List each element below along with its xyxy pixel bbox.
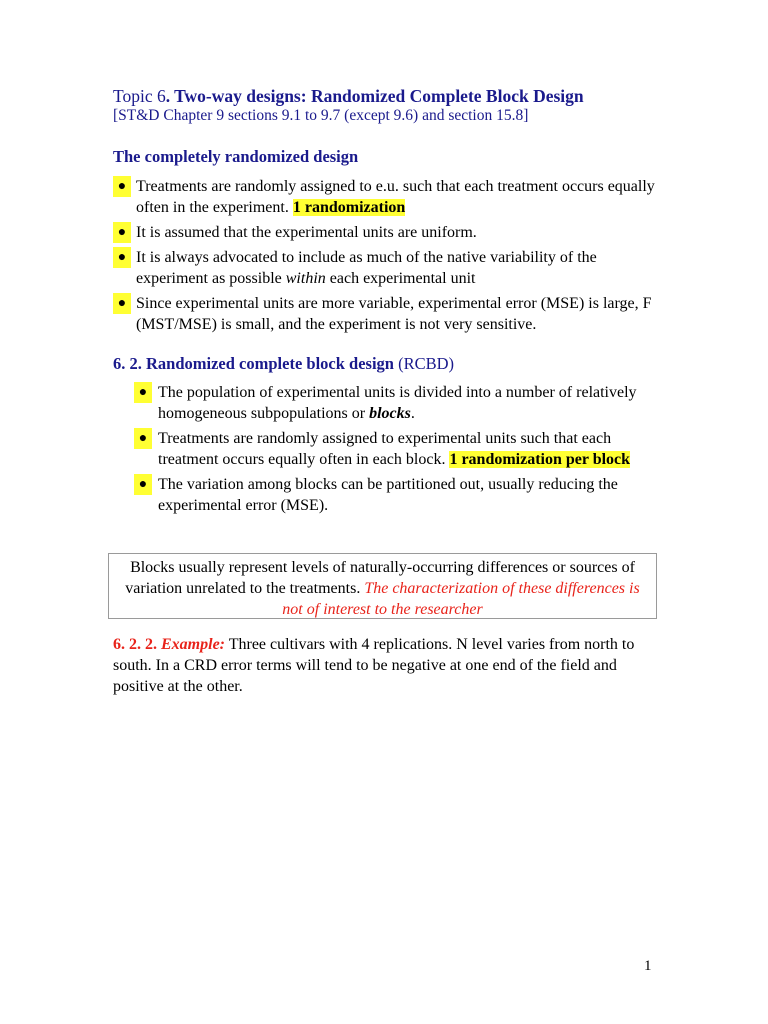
- bullet-icon: ●: [134, 474, 152, 495]
- callout-box: [108, 553, 657, 619]
- bullet-text: [113, 247, 658, 289]
- example-label: Example:: [161, 636, 225, 653]
- bullet-text-part: each experimental unit: [325, 270, 476, 287]
- bullet-text-part: Treatments are randomly assigned to e.u. such that each treatment occurs equally often in the experiment.: [136, 178, 655, 216]
- bold-italic-text: blocks: [369, 405, 411, 422]
- example-text: Three cultivars with 4 replications. N level varies from north to south. In a CRD error terms will tend to be negative at one end of the field and positive at the other.: [113, 636, 635, 695]
- bullet-icon: ●: [134, 428, 152, 449]
- example-paragraph: [113, 634, 653, 697]
- bullet-icon: ●: [113, 222, 131, 243]
- bullet-text-part: .: [410, 405, 415, 422]
- example-number: 6. 2. 2.: [113, 636, 161, 653]
- list-item: [134, 382, 654, 424]
- bullet-text: The variation among blocks can be partitioned out, usually reducing the experimental error (MSE).: [158, 476, 618, 514]
- bullet-text: It is assumed that the experimental units are uniform.: [136, 224, 477, 241]
- bullet-text: [113, 176, 658, 218]
- crd-bullet-list: [113, 176, 658, 339]
- rcbd-heading: [113, 354, 454, 374]
- list-item: [134, 474, 654, 516]
- callout-red-text: The characterization of these differences is not of interest to the researcher: [282, 580, 640, 618]
- bullet-text-part: It is always advocated to include as much of the native variability of the experiment as possible: [136, 249, 597, 287]
- list-item: [113, 176, 658, 218]
- section-title: Randomized complete block design: [146, 354, 399, 373]
- bullet-text: Since experimental units are more variable, experimental error (MSE) is large, F (MST/MSE) is small, and the experiment is not very sensitive.: [136, 295, 652, 333]
- bullet-text: [134, 382, 654, 424]
- list-item: [113, 222, 658, 243]
- italic-text: within: [285, 270, 326, 287]
- bullet-text: [134, 428, 654, 470]
- list-item: [113, 247, 658, 289]
- section-abbr: (RCBD): [398, 354, 455, 373]
- bullet-icon: ●: [113, 293, 131, 314]
- list-item: [113, 293, 658, 335]
- callout-text: Blocks usually represent levels of naturally-occurring differences or sources of variation unrelated to the treatments.: [125, 559, 635, 597]
- bullet-text-part: Treatments are randomly assigned to experimental units such that each treatment occurs equally often in each block.: [158, 430, 612, 468]
- highlighted-text: 1 randomization: [292, 199, 406, 216]
- bullet-icon: ●: [113, 176, 131, 197]
- title-text: . Two-way designs: Randomized Complete Block Design: [165, 86, 584, 106]
- bullet-text-part: The population of experimental units is divided into a number of relatively homogeneous subpopulations or: [158, 384, 637, 422]
- page-title: [113, 86, 584, 107]
- section-number: 6. 2.: [113, 354, 146, 373]
- bullet-icon: ●: [134, 382, 152, 403]
- page-subtitle: [ST&D Chapter 9 sections 9.1 to 9.7 (except 9.6) and section 15.8]: [113, 107, 529, 124]
- page-number: 1: [644, 958, 652, 974]
- title-topic-prefix: Topic 6: [113, 86, 166, 106]
- rcbd-bullet-list: [134, 382, 654, 520]
- highlighted-text: 1 randomization per block: [449, 451, 631, 468]
- bullet-icon: ●: [113, 247, 131, 268]
- crd-heading: The completely randomized design: [113, 147, 359, 166]
- list-item: [134, 428, 654, 470]
